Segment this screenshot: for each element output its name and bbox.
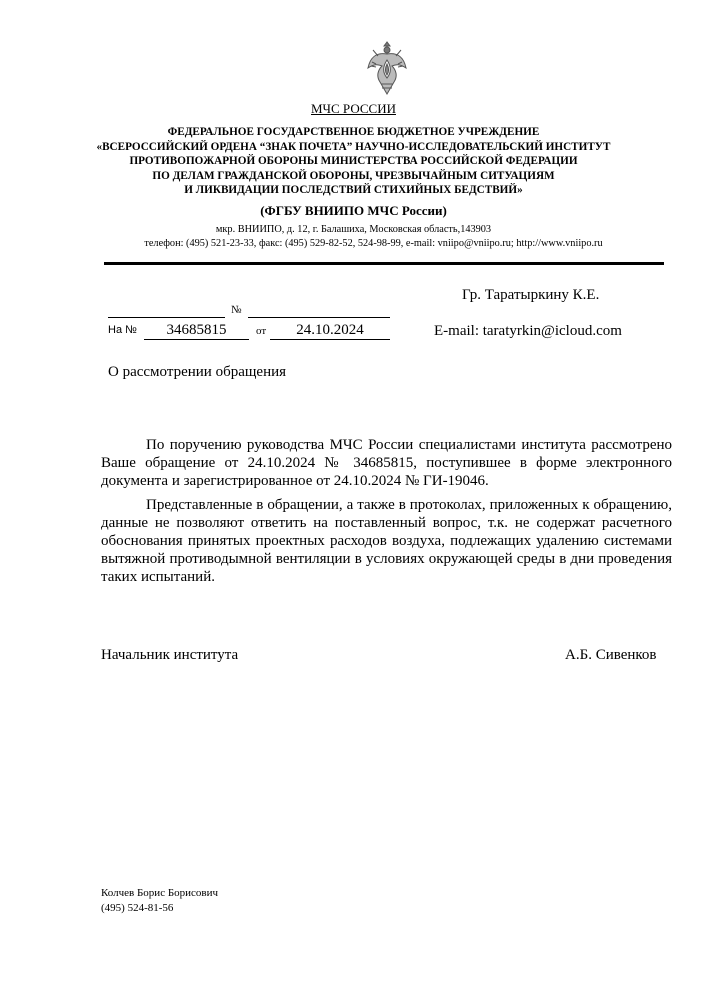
executor-phone: (495) 524-81-56 [101,902,174,914]
letter-body [101,436,672,592]
reply-to-date: 24.10.2024 [270,321,390,340]
letter-subject: О рассмотрении обращения [108,364,287,380]
org-line: И ЛИКВИДАЦИИ ПОСЛЕДСТВИЙ СТИХИЙНЫХ БЕДСТВИЙ» [184,184,523,197]
outgoing-date-line [108,317,225,318]
outgoing-number-label: № [231,304,242,316]
ministry-heading: МЧС РОССИИ [311,101,396,116]
body-paragraph: Представленные в обращении, а также в протоколах, приложенных к обращению, данные не позволяют ответить на поставленный вопрос, т.к. не содержат расчетного обоснования принятых проектных расходов воздуха, подлежащих удалению системами вытяжной противодымной вентиляции в условиях окружающей среды в дни проведения таких испытаний. [101,497,672,585]
organization-name [60,125,647,198]
header-divider [104,262,664,265]
org-line: ФЕДЕРАЛЬНОЕ ГОСУДАРСТВЕННОЕ БЮДЖЕТНОЕ УЧРЕЖДЕНИЕ [167,126,540,138]
outgoing-number-line [248,317,390,318]
mchs-emblem-icon [366,38,408,100]
reply-to-label: На № [108,324,137,336]
body-paragraph: По поручению руководства МЧС России специалистами института рассмотрено Ваше обращение от 24.10.2024 № 34685815, поступившее в форме электронного документа и зарегистрированное от 24.10.2024 № ГИ-19046. [101,437,672,489]
org-line: ПРОТИВОПОЖАРНОЙ ОБОРОНЫ МИНИСТЕРСТВА РОССИЙСКОЙ ФЕДЕРАЦИИ [129,155,578,168]
executor-info [101,886,218,916]
reply-to-number: 34685815 [144,321,249,340]
recipient-email: E-mail: taratyrkin@icloud.com [434,323,622,339]
org-line: ПО ДЕЛАМ ГРАЖДАНСКОЙ ОБОРОНЫ, ЧРЕЗВЫЧАЙНЫМ СИТУАЦИЯМ [152,169,555,182]
executor-name: Колчев Борис Борисович [101,887,219,899]
signer-title: Начальник института [101,647,239,663]
org-contacts: телефон: (495) 521-23-33, факс: (495) 529-82-52, 524-98-99, e-mail: vniipo@vniipo.ru; http://www.vniipo.ru [144,238,603,249]
org-short-name: (ФГБУ ВНИИПО МЧС России) [260,203,447,218]
org-line: «ВСЕРОССИЙСКИЙ ОРДЕНА “ЗНАК ПОЧЕТА” НАУЧНО-ИССЛЕДОВАТЕЛЬСКИЙ ИНСТИТУТ [96,140,611,153]
reply-to-date-label: от [256,325,267,337]
recipient-name: Гр. Таратыркину К.Е. [462,287,600,303]
org-address: мкр. ВНИИПО, д. 12, г. Балашиха, Московская область,143903 [215,224,492,235]
signer-name: А.Б. Сивенков [565,647,657,663]
